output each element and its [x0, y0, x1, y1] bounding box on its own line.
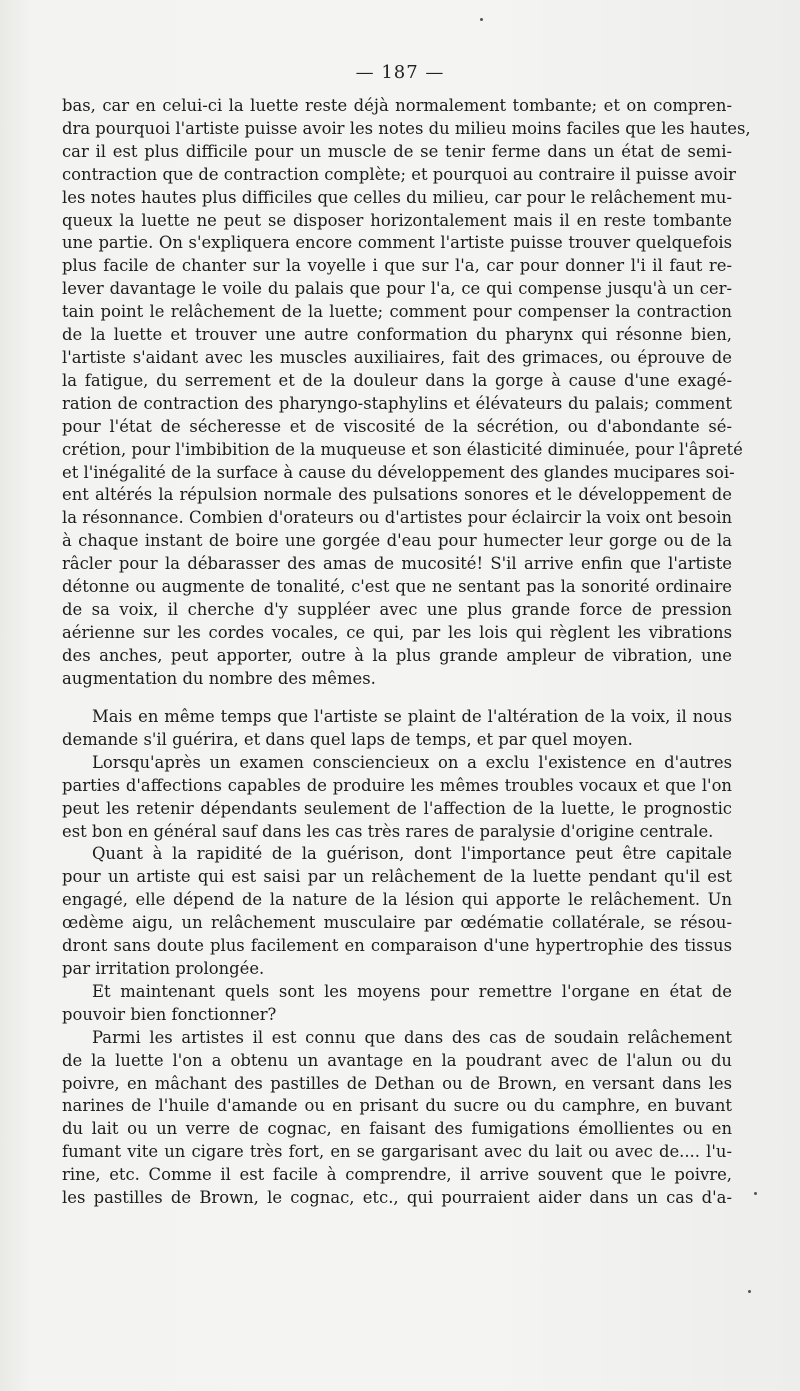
ink-speck [480, 18, 483, 21]
text-line: fumant vite un cigare très fort, en se gargarisant avec du lait ou avec de.... l'u- [62, 1142, 732, 1162]
paragraph [62, 981, 732, 1027]
paragraph [62, 706, 732, 752]
text-line: de la luette l'on a obtenu un avantage en la poudrant avec de l'alun ou du [62, 1050, 732, 1070]
text-line: Parmi les artistes il est connu que dans des cas de soudain relâchement [92, 1027, 732, 1047]
text-line: demande s'il guérira, et dans quel laps de temps, et par quel moyen. [62, 729, 633, 749]
text-line: car il est plus difficile pour un muscle de se tenir ferme dans un état de semi- [62, 141, 732, 161]
text-line: ration de contraction des pharyngo-staphylins et élévateurs du palais; comment [62, 393, 732, 413]
text-block-bottom [62, 706, 732, 1210]
text-line: de la luette et trouver une autre conformation du pharynx qui résonne bien, [62, 325, 732, 345]
text-line: Lorsqu'après un examen consciencieux on a exclu l'existence en d'autres [92, 752, 732, 772]
text-line: détonne ou augmente de tonalité, c'est que ne sentant pas la sonorité ordinaire [62, 577, 732, 597]
text-block-top [62, 95, 751, 691]
text-line: peut les retenir dépendants seulement de l'affection de la luette, le prognostic [62, 798, 732, 818]
text-line: les pastilles de Brown, le cognac, etc., qui pourraient aider dans un cas d'a- [62, 1188, 732, 1208]
page-number: — 187 — [355, 62, 445, 83]
text-line: plus facile de chanter sur la voyelle i que sur l'a, car pour donner l'i il faut re- [62, 256, 732, 276]
text-line: Et maintenant quels sont les moyens pour remettre l'organe en état de [92, 981, 732, 1001]
text-line: aérienne sur les cordes vocales, ce qui, par les lois qui règlent les vibrations [62, 622, 732, 642]
text-line: est bon en général sauf dans les cas très rares de paralysie d'origine centrale. [62, 821, 714, 841]
text-line: contraction que de contraction complète; et pourquoi au contraire il puisse avoir [62, 164, 736, 184]
text-line: des anches, peut apporter, outre à la plus grande ampleur de vibration, une [62, 645, 732, 665]
text-line: une partie. On s'expliquera encore comment l'artiste puisse trouver quelquefois [62, 233, 732, 253]
text-line: tain point le relâchement de la luette; comment pour compenser la contraction [62, 302, 732, 322]
text-line: Quant à la rapidité de la guérison, dont l'importance peut être capitale [92, 844, 732, 864]
text-line: la résonnance. Combien d'orateurs ou d'artistes pour éclaircir la voix ont besoin [62, 508, 732, 528]
text-line: pour un artiste qui est saisi par un relâchement de la luette pendant qu'il est [62, 867, 732, 887]
text-line: Mais en même temps que l'artiste se plaint de l'altération de la voix, il nous [92, 707, 732, 726]
paragraph [62, 752, 732, 844]
text-line: râcler pour la débarasser des amas de mucosité! S'il arrive enfin que l'artiste [62, 554, 732, 574]
text-line: la fatigue, du serrement et de la douleur dans la gorge à cause d'une exagé- [62, 370, 732, 390]
text-line: poivre, en mâchant des pastilles de Dethan ou de Brown, en versant dans les [62, 1073, 732, 1093]
text-line: crétion, pour l'imbibition de la muqueuse et son élasticité diminuée, pour l'âpreté [62, 439, 743, 459]
ink-speck [748, 1290, 751, 1293]
text-line: pouvoir bien fonctionner? [62, 1004, 277, 1024]
text-line: l'artiste s'aidant avec les muscles auxiliaires, fait des grimaces, ou éprouve de [62, 347, 732, 367]
text-line: ent altérés la répulsion normale des pulsations sonores et le développement de [62, 485, 732, 505]
text-line: engagé, elle dépend de la nature de la lésion qui apporte le relâchement. Un [62, 890, 732, 910]
text-line: augmentation du nombre des mêmes. [62, 668, 376, 688]
text-line: dront sans doute plus facilement en comparaison d'une hypertrophie des tissus [62, 936, 732, 956]
text-line: de sa voix, il cherche d'y suppléer avec une plus grande force de pression [62, 599, 732, 619]
paragraph [62, 1027, 732, 1210]
text-line: dra pourquoi l'artiste puisse avoir les notes du milieu moins faciles que les hautes, [62, 118, 751, 138]
text-line: à chaque instant de boire une gorgée d'eau pour humecter leur gorge ou de la [62, 531, 732, 551]
text-line: bas, car en celui-ci la luette reste déjà normalement tombante; et on compren- [62, 96, 732, 115]
text-line: par irritation prolongée. [62, 958, 265, 978]
text-line: lever davantage le voile du palais que pour l'a, ce qui compense jusqu'à un cer- [62, 279, 732, 299]
text-line: du lait ou un verre de cognac, en faisant des fumigations émollientes ou en [62, 1119, 732, 1139]
text-line: parties d'affections capables de produire les mêmes troubles vocaux et que l'on [62, 775, 732, 795]
text-line: queux la luette ne peut se disposer horizontalement mais il en reste tombante [62, 210, 732, 230]
text-line: pour l'état de sécheresse et de viscosité de la sécrétion, ou d'abondante sé- [62, 416, 732, 436]
text-line: les notes hautes plus difficiles que celles du milieu, car pour le relâchement mu- [62, 187, 732, 207]
paragraph [62, 843, 732, 980]
text-line: et l'inégalité de la surface à cause du développement des glandes mucipares soi- [62, 462, 735, 482]
text-line: œdème aigu, un relâchement musculaire par œdématie collatérale, se résou- [62, 913, 732, 933]
ink-speck [754, 1192, 757, 1195]
paragraph [62, 95, 751, 691]
text-line: rine, etc. Comme il est facile à comprendre, il arrive souvent que le poivre, [62, 1165, 732, 1185]
text-line: narines de l'huile d'amande ou en prisant du sucre ou du camphre, en buvant [62, 1096, 732, 1116]
